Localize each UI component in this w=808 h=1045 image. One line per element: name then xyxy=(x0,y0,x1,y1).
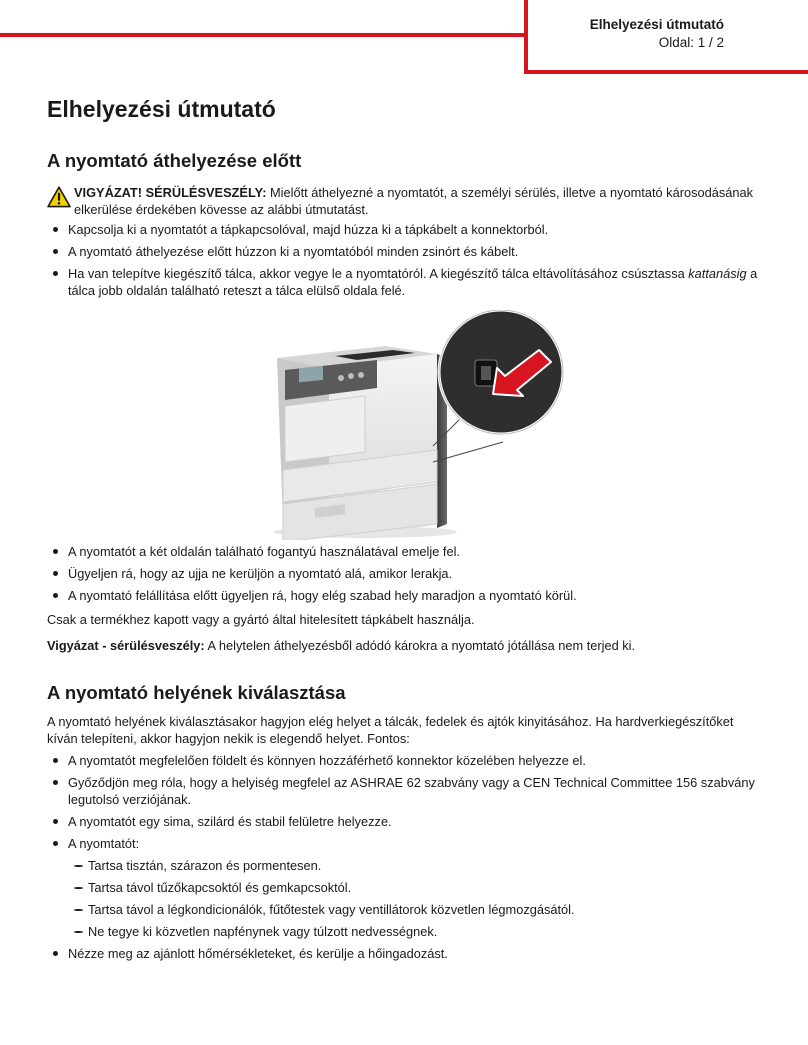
list-item: Győződjön meg róla, hogy a helyiség megfelel az ASHRAE 62 szabvány vagy a CEN Technical Committee 156 szabvány legutolsó verziójának. xyxy=(50,774,770,808)
page-number: Oldal: 1 / 2 xyxy=(658,35,724,50)
warning-label: VIGYÁZAT! SÉRÜLÉSVESZÉLY: xyxy=(74,185,267,200)
location-list xyxy=(50,752,770,967)
warning-text xyxy=(74,184,767,218)
list-item-text: A nyomtatót: xyxy=(68,836,140,851)
caution-triangle-icon xyxy=(47,186,71,208)
list-item-text: Ha van telepítve kiegészítő tálca, akkor vegye le a nyomtatóról. A kiegészítő tálca eltávolításához csúsztassa xyxy=(68,266,689,281)
list-item xyxy=(50,835,770,940)
sub-list-item: Tartsa tisztán, szárazon és pormentesen. xyxy=(68,857,770,874)
header-rule-left xyxy=(0,33,528,37)
list-item: Nézze meg az ajánlott hőmérsékleteket, és kerülje a hőingadozást. xyxy=(50,945,770,962)
section-heading-location: A nyomtató helyének kiválasztása xyxy=(47,682,346,703)
warning-message: Mielőtt áthelyezné a nyomtatót, a személyi sérülés, illetve a nyomtató károsodásának elkerülése érdekében kövesse az alábbi útmutatást. xyxy=(74,185,753,217)
list-item: A nyomtató áthelyezése előtt húzzon ki a nyomtatóból minden zsinórt és kábelt. xyxy=(50,243,770,260)
list-item: A nyomtatót a két oldalán található fogantyú használatával emelje fel. xyxy=(50,543,770,560)
power-cord-note: Csak a termékhez kapott vagy a gyártó által hitelesített tápkábelt használja. xyxy=(47,612,475,627)
printer-tray-latch-illustration xyxy=(265,310,565,540)
header-rule-right xyxy=(524,70,808,74)
sub-list-item: Ne tegye ki közvetlen napfénynek vagy túlzott nedvességnek. xyxy=(68,923,770,940)
sub-list xyxy=(68,857,770,940)
list-item: A nyomtatót egy sima, szilárd és stabil felületre helyezze. xyxy=(50,813,770,830)
running-header xyxy=(590,16,724,52)
list-item: A nyomtatót megfelelően földelt és könnyen hozzáférhető konnektor közelében helyezze el. xyxy=(50,752,770,769)
lifting-list xyxy=(50,543,770,609)
warning-block xyxy=(47,184,767,218)
warranty-caution xyxy=(47,637,767,654)
sub-list-item: Tartsa távol tűzőkapcsoktól és gemkapcsoktól. xyxy=(68,879,770,896)
running-header-title: Elhelyezési útmutató xyxy=(589,17,724,32)
caution-label: Vigyázat - sérülésveszély: xyxy=(47,638,205,653)
list-item-text: a tálca jobb oldalán található reteszt a tálca elülső oldala felé. xyxy=(68,266,758,298)
list-item: Ügyeljen rá, hogy az ujja ne kerüljön a nyomtató alá, amikor lerakja. xyxy=(50,565,770,582)
section-heading-before-moving: A nyomtató áthelyezése előtt xyxy=(47,150,302,171)
location-intro: A nyomtató helyének kiválasztásakor hagyjon elég helyet a tálcák, fedelek és ajtók kinyitásához. Ha hardverkiegészítőket kíván telepíteni, akkor hagyjon nekik is elegendő helyet. Fontos: xyxy=(47,714,734,746)
header-rule-vertical xyxy=(524,0,528,74)
list-item: Kapcsolja ki a nyomtatót a tápkapcsolóval, majd húzza ki a tápkábelt a konnektorból. xyxy=(50,221,770,238)
emphasis-text: kattanásig xyxy=(688,266,747,281)
list-item xyxy=(50,265,770,299)
caution-message: A helytelen áthelyezésből adódó károkra a nyomtató jótállása nem terjed ki. xyxy=(204,638,636,653)
pre-move-list xyxy=(50,221,770,304)
sub-list-item: Tartsa távol a légkondicionálók, fűtőtestek vagy ventillátorok közvetlen légmozgásától. xyxy=(68,901,770,918)
list-item: A nyomtató felállítása előtt ügyeljen rá, hogy elég szabad hely maradjon a nyomtató körül. xyxy=(50,587,770,604)
document-title: Elhelyezési útmutató xyxy=(47,96,276,122)
